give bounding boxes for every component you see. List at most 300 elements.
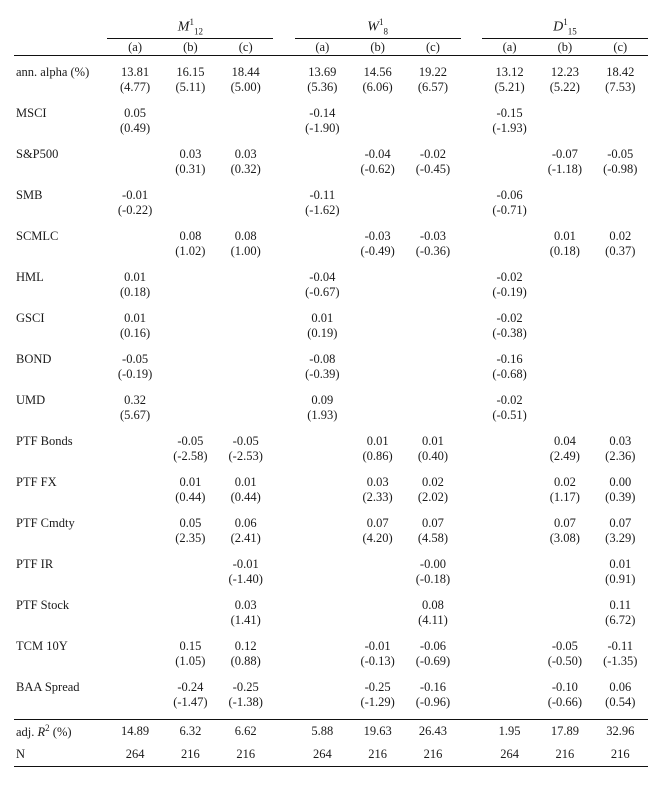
t-stat-cell	[537, 572, 592, 589]
t-stat-cell: (0.54)	[605, 695, 636, 709]
row-label: MSCI	[16, 106, 47, 120]
coefficient-cell: -0.01	[232, 557, 259, 571]
coefficient-cell	[218, 350, 273, 367]
coefficient-cell: 0.03	[179, 147, 202, 161]
t-stat-cell: (4.77)	[119, 80, 151, 94]
coefficient-cell	[405, 186, 460, 203]
footer-value-cell: 216	[537, 743, 592, 767]
coefficient-cell	[107, 432, 162, 449]
coefficient-cell	[163, 596, 218, 613]
coefficient-cell	[482, 637, 537, 654]
coefficient-cell: 0.15	[179, 639, 202, 653]
coefficient-cell: 0.05	[124, 106, 146, 120]
t-stat-cell	[482, 162, 537, 179]
t-stat-cell: (0.39)	[605, 490, 636, 504]
coefficient-cell	[482, 432, 537, 449]
table-row-tstat	[14, 408, 648, 425]
coefficient-cell	[218, 186, 273, 203]
t-stat-cell: (-0.13)	[360, 654, 395, 668]
coefficient-cell: -0.03	[419, 229, 446, 243]
t-stat-cell	[107, 531, 162, 548]
coefficient-cell: 0.04	[553, 434, 576, 448]
row-label: SCMLC	[16, 229, 59, 243]
t-stat-cell	[537, 121, 592, 138]
t-stat-cell	[482, 695, 537, 712]
coefficient-cell: 0.03	[366, 475, 389, 489]
row-label: S&P500	[16, 147, 59, 161]
t-stat-cell	[107, 613, 162, 630]
coefficient-cell: -0.06	[496, 188, 523, 202]
t-stat-cell	[350, 121, 405, 138]
coefficient-cell	[295, 432, 350, 449]
coefficient-cell: 0.08	[234, 229, 257, 243]
t-stat-cell: (-0.71)	[492, 203, 527, 217]
coefficient-cell: 0.07	[553, 516, 576, 530]
t-stat-cell	[107, 490, 162, 507]
t-stat-cell: (5.67)	[119, 408, 151, 422]
column-header: (b)	[537, 39, 592, 56]
coefficient-cell: 0.12	[234, 639, 257, 653]
table-row-tstat	[14, 285, 648, 302]
t-stat-cell	[537, 613, 592, 630]
coefficient-cell: 0.00	[609, 475, 632, 489]
coefficient-cell: -0.02	[496, 270, 523, 284]
footer-value-cell: 5.88	[295, 720, 350, 744]
table-row-tstat	[14, 572, 648, 589]
coefficient-cell: 0.02	[422, 475, 444, 489]
t-stat-cell: (0.16)	[119, 326, 151, 340]
row-label: adj. $R^2$ (%)	[14, 720, 107, 744]
t-stat-cell	[107, 572, 162, 589]
coefficient-cell	[593, 309, 648, 326]
coefficient-cell: -0.02	[496, 393, 523, 407]
table-row-tstat	[14, 121, 648, 138]
t-stat-cell: (0.86)	[362, 449, 393, 463]
row-label: PTF Cmdty	[16, 516, 75, 530]
t-stat-cell	[218, 285, 273, 302]
t-stat-cell: (6.06)	[362, 80, 393, 94]
t-stat-cell: (-0.68)	[492, 367, 527, 381]
footer-value-cell: 19.63	[350, 720, 405, 744]
t-stat-cell	[482, 449, 537, 466]
coefficient-cell: 13.12	[495, 65, 524, 79]
row-label: BOND	[16, 352, 52, 366]
coefficient-cell: 0.09	[311, 393, 334, 407]
row-label: TCM 10Y	[16, 639, 68, 653]
t-stat-cell: (0.40)	[417, 449, 449, 463]
table-row	[14, 145, 648, 162]
t-stat-cell	[295, 490, 350, 507]
t-stat-cell: (-1.29)	[360, 695, 395, 709]
coefficient-cell: 16.15	[176, 65, 205, 79]
column-header: (c)	[593, 39, 648, 56]
coefficient-cell: -0.15	[496, 106, 523, 120]
coefficient-cell: -0.01	[364, 639, 391, 653]
coefficient-cell	[295, 555, 350, 572]
coefficient-cell: 0.01	[422, 434, 444, 448]
table-row-tstat	[14, 449, 648, 466]
coefficient-cell: 18.44	[231, 65, 260, 79]
coefficient-cell	[295, 473, 350, 490]
table-row-tstat	[14, 490, 648, 507]
coefficient-cell	[405, 268, 460, 285]
t-stat-cell	[295, 613, 350, 630]
t-stat-cell	[593, 203, 648, 220]
t-stat-cell	[295, 531, 350, 548]
t-stat-cell: (2.36)	[605, 449, 636, 463]
t-stat-cell: (1.05)	[175, 654, 206, 668]
t-stat-cell	[482, 572, 537, 589]
table-row	[14, 56, 648, 81]
coefficient-cell: 0.02	[553, 475, 576, 489]
coefficient-cell	[107, 473, 162, 490]
footer-value-cell: 26.43	[405, 720, 460, 744]
table-row-tstat	[14, 654, 648, 671]
t-stat-cell	[482, 613, 537, 630]
t-stat-cell	[350, 408, 405, 425]
coefficient-cell: -0.10	[551, 680, 578, 694]
t-stat-cell	[295, 695, 350, 712]
coefficient-cell	[537, 104, 592, 121]
table-row-tstat	[14, 531, 648, 548]
coefficient-cell	[107, 145, 162, 162]
coefficient-cell	[163, 391, 218, 408]
t-stat-cell	[405, 326, 460, 343]
t-stat-cell: (2.41)	[230, 531, 261, 545]
coefficient-cell: 0.01	[366, 434, 389, 448]
t-stat-cell: (2.35)	[175, 531, 206, 545]
t-stat-cell	[107, 162, 162, 179]
coefficient-cell: 0.07	[609, 516, 632, 530]
coefficient-cell	[482, 596, 537, 613]
coefficient-cell	[537, 555, 592, 572]
t-stat-cell: (-2.53)	[228, 449, 263, 463]
row-label: GSCI	[16, 311, 45, 325]
coefficient-cell	[482, 555, 537, 572]
table-row	[14, 555, 648, 572]
coefficient-cell: 0.08	[179, 229, 202, 243]
coefficient-cell: 0.01	[234, 475, 257, 489]
coefficient-cell	[593, 186, 648, 203]
footer-value-cell: 6.62	[218, 720, 273, 744]
table-row-tstat	[14, 695, 648, 712]
coefficient-cell: 0.01	[124, 270, 146, 284]
t-stat-cell	[163, 326, 218, 343]
t-stat-cell: (5.36)	[307, 80, 338, 94]
table-row-tstat	[14, 326, 648, 343]
footer-value-cell: 216	[163, 743, 218, 767]
t-stat-cell: (3.08)	[549, 531, 580, 545]
group-header-w: $W^1_8$	[295, 4, 461, 39]
t-stat-cell: (0.88)	[230, 654, 261, 668]
t-stat-cell: (-0.19)	[492, 285, 527, 299]
column-header: (c)	[218, 39, 273, 56]
t-stat-cell: (0.18)	[119, 285, 151, 299]
column-header: (c)	[405, 39, 460, 56]
coefficient-cell	[537, 391, 592, 408]
t-stat-cell	[218, 121, 273, 138]
coefficient-cell	[350, 555, 405, 572]
t-stat-cell	[405, 203, 460, 220]
row-label: ann. alpha (%)	[16, 65, 90, 79]
coefficient-cell: 0.01	[179, 475, 202, 489]
t-stat-cell	[218, 408, 273, 425]
t-stat-cell: (-0.18)	[415, 572, 451, 586]
coefficient-cell	[107, 596, 162, 613]
coefficient-cell	[295, 514, 350, 531]
coefficient-cell	[593, 268, 648, 285]
coefficient-cell: -0.05	[232, 434, 259, 448]
t-stat-cell	[350, 203, 405, 220]
coefficient-cell: 14.56	[363, 65, 392, 79]
t-stat-cell: (0.49)	[119, 121, 151, 135]
footer-value-cell: 216	[218, 743, 273, 767]
t-stat-cell	[593, 285, 648, 302]
table-row	[14, 391, 648, 408]
t-stat-cell	[482, 490, 537, 507]
coefficient-cell: -0.03	[364, 229, 391, 243]
coefficient-cell: 0.03	[234, 598, 257, 612]
row-label: UMD	[16, 393, 46, 407]
t-stat-cell: (-0.98)	[603, 162, 638, 176]
coefficient-cell: -0.24	[177, 680, 204, 694]
coefficient-cell: -0.05	[607, 147, 634, 161]
coefficient-cell: 0.11	[609, 598, 631, 612]
coefficient-cell: 18.42	[606, 65, 635, 79]
t-stat-cell: (1.17)	[549, 490, 580, 504]
coefficient-cell	[350, 268, 405, 285]
footer-value-cell: 264	[295, 743, 350, 767]
t-stat-cell	[537, 408, 592, 425]
group-header-d: $D^1_{15}$	[482, 4, 648, 39]
coefficient-cell: 0.03	[609, 434, 632, 448]
coefficient-cell: 0.01	[553, 229, 576, 243]
coefficient-cell	[537, 350, 592, 367]
coefficient-cell	[107, 514, 162, 531]
group-header-row	[14, 4, 648, 39]
t-stat-cell: (-0.66)	[547, 695, 583, 709]
t-stat-cell	[593, 326, 648, 343]
t-stat-cell: (-0.51)	[492, 408, 527, 422]
coefficient-cell	[107, 678, 162, 695]
t-stat-cell	[593, 367, 648, 384]
t-stat-cell	[295, 654, 350, 671]
coefficient-cell	[218, 104, 273, 121]
t-stat-cell: (-1.47)	[173, 695, 208, 709]
t-stat-cell: (1.41)	[230, 613, 261, 627]
table-row	[14, 596, 648, 613]
adj-r2-row	[14, 720, 648, 744]
t-stat-cell: (0.31)	[175, 162, 206, 176]
t-stat-cell	[537, 285, 592, 302]
t-stat-cell	[107, 695, 162, 712]
table-row	[14, 473, 648, 490]
coefficient-cell	[163, 350, 218, 367]
t-stat-cell: (-0.19)	[117, 367, 153, 381]
t-stat-cell	[405, 285, 460, 302]
n-obs-row	[14, 743, 648, 767]
coefficient-cell: -0.25	[364, 680, 391, 694]
footer-value-cell: 1.95	[482, 720, 537, 744]
coefficient-cell	[405, 350, 460, 367]
t-stat-cell	[163, 285, 218, 302]
t-stat-cell: (4.58)	[417, 531, 449, 545]
footer-value-cell: 6.32	[163, 720, 218, 744]
column-header-row	[14, 39, 648, 56]
t-stat-cell	[163, 121, 218, 138]
coefficient-cell	[218, 268, 273, 285]
t-stat-cell: (-0.50)	[547, 654, 583, 668]
coefficient-cell	[295, 678, 350, 695]
table-row	[14, 514, 648, 531]
coefficient-cell: -0.04	[309, 270, 336, 284]
t-stat-cell	[350, 285, 405, 302]
t-stat-cell: (-0.38)	[492, 326, 527, 340]
t-stat-cell: (5.22)	[549, 80, 580, 94]
t-stat-cell: (6.72)	[605, 613, 636, 627]
coefficient-cell	[537, 596, 592, 613]
t-stat-cell: (0.44)	[230, 490, 261, 504]
table-row	[14, 678, 648, 695]
coefficient-cell: 0.01	[609, 557, 632, 571]
column-header: (a)	[482, 39, 537, 56]
coefficient-cell	[295, 596, 350, 613]
coefficient-cell	[593, 350, 648, 367]
t-stat-cell	[482, 244, 537, 261]
group-header-m: $M^1_{12}$	[107, 4, 273, 39]
t-stat-cell	[593, 408, 648, 425]
table-row	[14, 637, 648, 654]
t-stat-cell	[163, 408, 218, 425]
coefficient-cell: 0.07	[366, 516, 389, 530]
t-stat-cell: (-1.62)	[305, 203, 340, 217]
coefficient-cell: -0.11	[607, 639, 634, 653]
t-stat-cell: (5.00)	[230, 80, 261, 94]
t-stat-cell: (-0.36)	[415, 244, 451, 258]
coefficient-cell	[163, 186, 218, 203]
footer-value-cell: 216	[405, 743, 460, 767]
coefficient-cell	[295, 145, 350, 162]
coefficient-cell	[163, 268, 218, 285]
t-stat-cell: (3.29)	[605, 531, 636, 545]
t-stat-cell	[107, 449, 162, 466]
coefficient-cell	[593, 104, 648, 121]
coefficient-cell	[482, 145, 537, 162]
coefficient-cell: -0.16	[419, 680, 446, 694]
footer-value-cell: 32.96	[593, 720, 648, 744]
coefficient-cell	[482, 227, 537, 244]
coefficient-cell: 0.32	[124, 393, 146, 407]
column-header: (b)	[163, 39, 218, 56]
t-stat-cell	[593, 121, 648, 138]
t-stat-cell: (2.33)	[362, 490, 393, 504]
coefficient-cell	[593, 391, 648, 408]
t-stat-cell	[163, 203, 218, 220]
coefficient-cell	[295, 227, 350, 244]
coefficient-cell: 13.69	[308, 65, 337, 79]
row-label: BAA Spread	[16, 680, 80, 694]
t-stat-cell	[482, 654, 537, 671]
coefficient-cell	[482, 514, 537, 531]
t-stat-cell: (0.18)	[549, 244, 580, 258]
t-stat-cell: (0.37)	[605, 244, 636, 258]
t-stat-cell: (5.21)	[494, 80, 525, 94]
coefficient-cell	[350, 104, 405, 121]
t-stat-cell: (-1.35)	[603, 654, 638, 668]
coefficient-cell: 0.03	[234, 147, 257, 161]
coefficient-cell	[537, 268, 592, 285]
t-stat-cell	[218, 203, 273, 220]
t-stat-cell: (-0.62)	[360, 162, 395, 176]
row-label: PTF FX	[16, 475, 57, 489]
coefficient-cell	[350, 186, 405, 203]
footer-value-cell: 17.89	[537, 720, 592, 744]
table-row-tstat	[14, 244, 648, 261]
coefficient-cell: 0.06	[234, 516, 257, 530]
t-stat-cell: (0.44)	[175, 490, 206, 504]
t-stat-cell: (-0.69)	[415, 654, 451, 668]
coefficient-cell: 0.02	[609, 229, 632, 243]
coefficient-cell	[218, 391, 273, 408]
t-stat-cell	[107, 244, 162, 261]
coefficient-cell: -0.01	[122, 188, 149, 202]
coefficient-cell: 0.05	[179, 516, 202, 530]
t-stat-cell	[163, 367, 218, 384]
coefficient-cell: 0.06	[609, 680, 632, 694]
t-stat-cell	[350, 326, 405, 343]
coefficient-cell	[163, 555, 218, 572]
coefficient-cell	[350, 350, 405, 367]
coefficient-cell	[482, 473, 537, 490]
t-stat-cell: (2.49)	[549, 449, 580, 463]
coefficient-cell: 12.23	[550, 65, 579, 79]
t-stat-cell	[350, 572, 405, 589]
coefficient-cell	[405, 104, 460, 121]
t-stat-cell: (-2.58)	[173, 449, 208, 463]
table-row-tstat	[14, 203, 648, 220]
t-stat-cell: (1.93)	[307, 408, 338, 422]
coefficient-cell: -0.04	[364, 147, 391, 161]
t-stat-cell: (0.19)	[307, 326, 338, 340]
coefficient-cell: -0.16	[496, 352, 523, 366]
row-label: HML	[16, 270, 44, 284]
table-row-tstat	[14, 613, 648, 630]
t-stat-cell: (5.11)	[175, 80, 206, 94]
t-stat-cell: (1.00)	[230, 244, 261, 258]
coefficient-cell: 19.22	[418, 65, 447, 79]
t-stat-cell: (4.11)	[418, 613, 448, 627]
t-stat-cell	[537, 326, 592, 343]
coefficient-cell: -0.08	[309, 352, 336, 366]
t-stat-cell	[163, 613, 218, 630]
coefficient-cell	[107, 555, 162, 572]
t-stat-cell	[405, 408, 460, 425]
coefficient-cell: -0.05	[177, 434, 204, 448]
coefficient-cell: -0.05	[122, 352, 149, 366]
coefficient-cell: -0.06	[419, 639, 446, 653]
t-stat-cell: (-0.39)	[305, 367, 340, 381]
coefficient-cell: 0.08	[422, 598, 444, 612]
coefficient-cell: -0.25	[232, 680, 259, 694]
t-stat-cell: (7.53)	[605, 80, 636, 94]
coefficient-cell	[107, 227, 162, 244]
footer-value-cell: 216	[350, 743, 405, 767]
t-stat-cell: (4.20)	[362, 531, 393, 545]
footer-value-cell: 216	[593, 743, 648, 767]
t-stat-cell	[482, 531, 537, 548]
t-stat-cell: (-0.67)	[305, 285, 340, 299]
column-header: (a)	[107, 39, 162, 56]
